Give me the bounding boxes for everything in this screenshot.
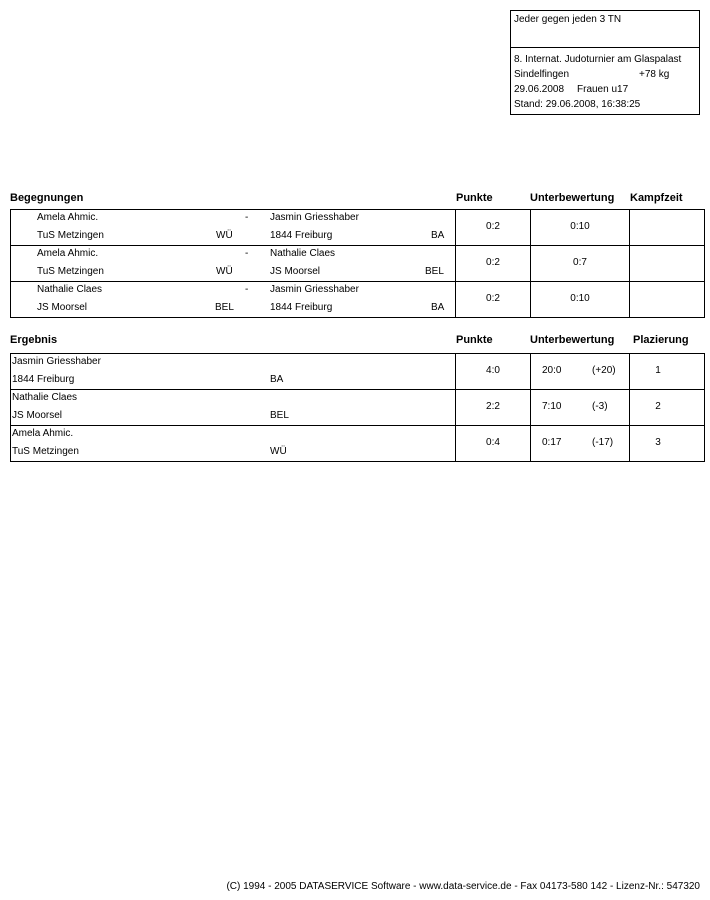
ergebnis-col-punkte: Punkte [456,334,493,346]
tournament-date: 29.06.2008 [514,84,565,95]
begegnungen-col-kampfzeit: Kampfzeit [630,192,683,204]
match-2-fighter-b-name: Nathalie Claes [270,248,336,259]
match-3-fighter-b-name: Jasmin Griesshaber [270,284,359,295]
system-title: Jeder gegen jeden 3 TN [514,14,622,25]
match-3-fighter-a-region: BEL [215,302,234,313]
match-2-unterbewertung: 0:7 [573,257,587,268]
result-1-platz: 1 [655,365,661,376]
row-divider [10,425,705,426]
match-1-fighter-a-club: TuS Metzingen [37,230,104,241]
match-1-fighter-b-club: 1844 Freiburg [270,230,333,241]
ergebnis-heading: Ergebnis [10,334,58,346]
match-2-fighter-a-region: WÜ [216,266,233,277]
result-1-punkte: 4:0 [486,365,500,376]
match-1-punkte: 0:2 [486,221,500,232]
result-1-club: 1844 Freiburg [12,374,75,385]
match-1-unterbewertung: 0:10 [570,221,590,232]
match-1-fighter-b-region: BA [431,230,445,241]
column-divider [629,209,630,318]
match-3-punkte: 0:2 [486,293,500,304]
age-category: Frauen u17 [577,84,629,95]
result-1-name: Jasmin Griesshaber [12,356,101,367]
tournament-city: Sindelfingen [514,69,570,80]
result-2-region: BEL [270,410,289,421]
match-3-unterbewertung: 0:10 [570,293,590,304]
result-2-score: 7:10 [542,401,562,412]
tournament-name: 8. Internat. Judoturnier am Glaspalast [514,54,682,65]
row-divider [10,281,705,282]
result-1-region: BA [270,374,284,385]
match-3-fighter-a-club: JS Moorsel [37,302,88,313]
result-3-punkte: 0:4 [486,437,500,448]
status-timestamp: Stand: 29.06.2008, 16:38:25 [514,99,641,110]
match-3-separator: - [245,284,249,295]
match-3-fighter-b-region: BA [431,302,445,313]
match-1-fighter-b-name: Jasmin Griesshaber [270,212,359,223]
begegnungen-col-punkte: Punkte [456,192,493,204]
result-2-platz: 2 [655,401,661,412]
result-1-diff: (+20) [592,365,616,376]
result-3-score: 0:17 [542,437,562,448]
info-box-divider [510,47,700,48]
match-2-fighter-a-club: TuS Metzingen [37,266,104,277]
footer-copyright: (C) 1994 - 2005 DATASERVICE Software - www.data-service.de - Fax 04173-580 142 - Lizenz-Nr.: 547320 [226,881,700,892]
ergebnis-col-platzierung: Plazierung [633,334,689,346]
result-1-score: 20:0 [542,365,562,376]
match-3-fighter-a-name: Nathalie Claes [37,284,103,295]
begegnungen-heading: Begegnungen [10,192,84,204]
match-2-fighter-b-club: JS Moorsel [270,266,321,277]
result-3-club: TuS Metzingen [12,446,79,457]
result-2-name: Nathalie Claes [12,392,78,403]
result-3-platz: 3 [655,437,661,448]
match-2-fighter-a-name: Amela Ahmic. [37,248,99,259]
result-2-punkte: 2:2 [486,401,500,412]
result-3-region: WÜ [270,446,287,457]
ergebnis-col-unterbewertung: Unterbewertung [530,334,615,346]
match-2-punkte: 0:2 [486,257,500,268]
match-1-fighter-a-name: Amela Ahmic. [37,212,99,223]
match-1-separator: - [245,212,249,223]
row-divider [10,389,705,390]
match-3-fighter-b-club: 1844 Freiburg [270,302,333,313]
row-divider [10,245,705,246]
begegnungen-col-unterbewertung: Unterbewertung [530,192,615,204]
result-2-diff: (-3) [592,401,608,412]
match-1-fighter-a-region: WÜ [216,230,233,241]
weight-class: +78 kg [639,69,670,80]
result-3-name: Amela Ahmic. [12,428,74,439]
result-2-club: JS Moorsel [12,410,63,421]
column-divider [530,353,531,462]
match-2-fighter-b-region: BEL [425,266,444,277]
result-3-diff: (-17) [592,437,614,448]
match-2-separator: - [245,248,249,259]
